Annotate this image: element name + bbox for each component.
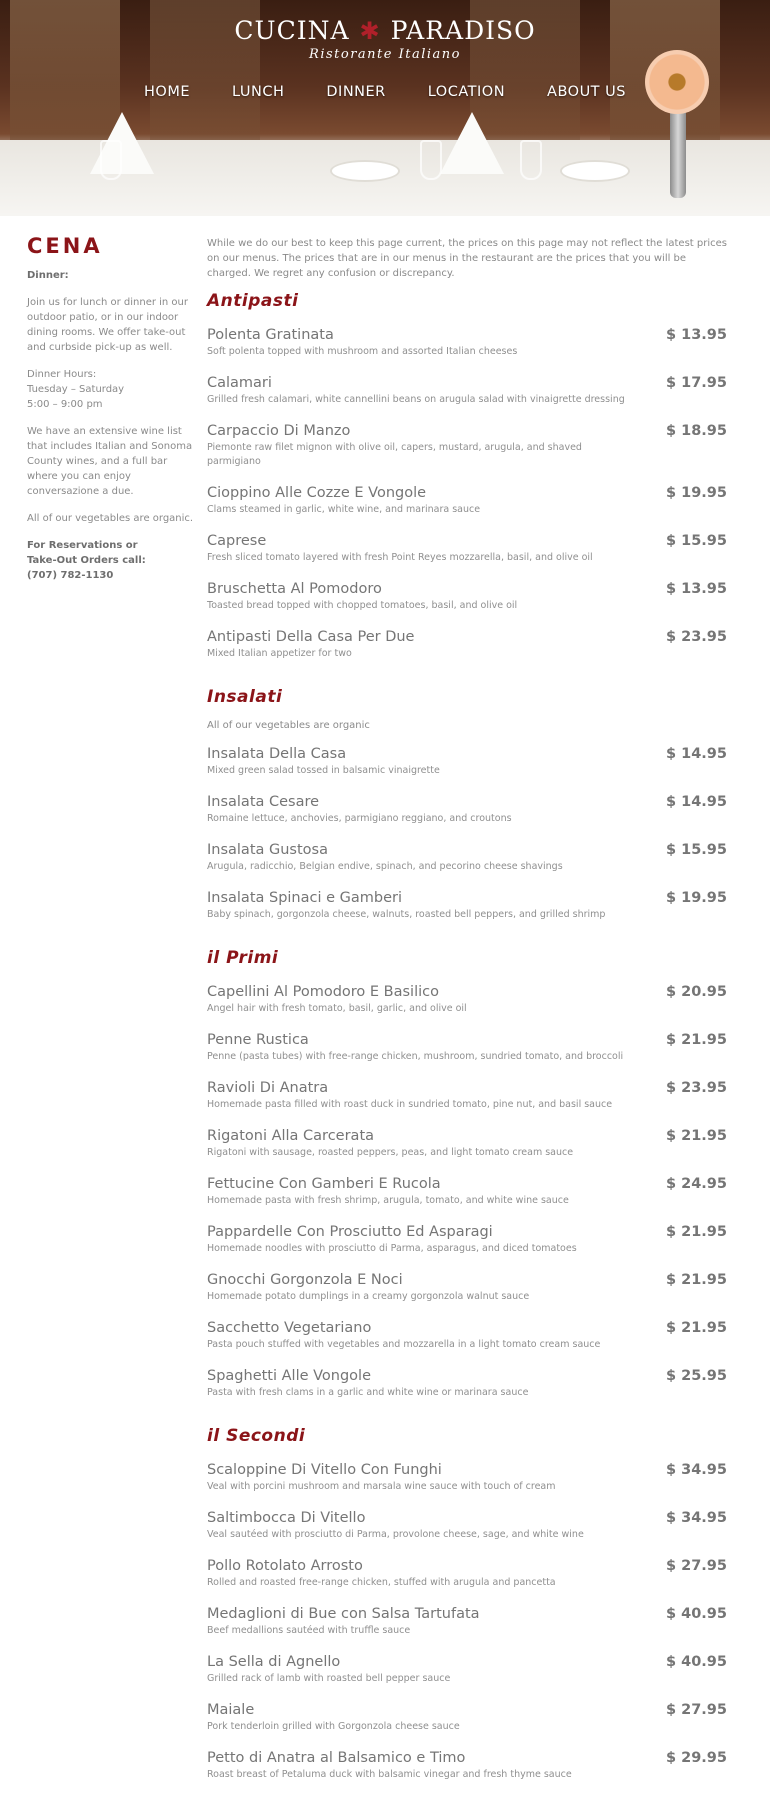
menu-item-name: Ravioli Di Anatra xyxy=(207,1080,329,1096)
nav-dinner[interactable]: DINNER xyxy=(326,84,386,100)
menu-item xyxy=(207,1031,727,1064)
section-title: Antipasti xyxy=(207,291,299,311)
logo-star-icon: ✱ xyxy=(359,16,381,45)
menu-item xyxy=(207,841,727,874)
nav-about-us[interactable]: ABOUT US xyxy=(547,84,626,100)
menu-item xyxy=(207,1127,727,1160)
menu-section xyxy=(207,291,727,661)
menu-item-name: Carpaccio Di Manzo xyxy=(207,423,351,439)
hero-vase xyxy=(670,108,686,198)
menu-item-description: Homemade potato dumplings in a creamy gorgonzola walnut sauce xyxy=(207,1291,530,1302)
hours-time: 5:00 – 9:00 pm xyxy=(27,399,103,410)
menu-item-price: $ 21.95 xyxy=(665,1032,727,1048)
menu-item-text xyxy=(207,1079,627,1112)
hero-glass xyxy=(100,140,122,180)
menu-item-text xyxy=(207,1175,627,1208)
menu-item-description: Rigatoni with sausage, roasted peppers, peas, and light tomato cream sauce xyxy=(207,1147,574,1158)
hero-header xyxy=(0,0,770,216)
menu-item xyxy=(207,326,727,359)
menu-item xyxy=(207,1175,727,1208)
menu-item-text xyxy=(207,1223,627,1256)
menu-item xyxy=(207,532,727,565)
menu-item-description: Baby spinach, gorgonzola cheese, walnuts, roasted bell peppers, and grilled shrimp xyxy=(207,909,606,920)
menu-item-name: Insalata Gustosa xyxy=(207,842,328,858)
logo-name-right: PARADISO xyxy=(390,16,536,45)
menu-item xyxy=(207,793,727,826)
menu-item-text xyxy=(207,484,627,517)
menu-item-description: Grilled rack of lamb with roasted bell pepper sauce xyxy=(207,1673,451,1684)
menu-item xyxy=(207,484,727,517)
menu-item-text xyxy=(207,745,627,778)
site-logo[interactable] xyxy=(0,16,770,62)
menu-item xyxy=(207,745,727,778)
section-title: il Secondi xyxy=(207,1426,306,1446)
menu-item xyxy=(207,1271,727,1304)
section-title: Insalati xyxy=(207,687,283,707)
menu-item-text xyxy=(207,889,627,922)
section-title: il Primi xyxy=(207,948,279,968)
menu-item-text xyxy=(207,1271,627,1304)
main-nav xyxy=(0,84,770,100)
menu-section xyxy=(207,687,727,922)
sidebar xyxy=(0,236,207,1808)
menu-item-name: Scaloppine Di Vitello Con Funghi xyxy=(207,1462,442,1478)
hero-plate xyxy=(560,160,630,182)
menu-item-name: Pollo Rotolato Arrosto xyxy=(207,1558,363,1574)
menu-item-description: Mixed green salad tossed in balsamic vinaigrette xyxy=(207,765,440,776)
menu-item-text xyxy=(207,1509,627,1542)
reservations-line1: For Reservations or xyxy=(27,540,138,551)
menu-item-description: Toasted bread topped with chopped tomatoes, basil, and olive oil xyxy=(207,600,518,611)
menu-item xyxy=(207,580,727,613)
menu-item-name: Pappardelle Con Prosciutto Ed Asparagi xyxy=(207,1224,493,1240)
menu-item-price: $ 20.95 xyxy=(665,984,727,1000)
menu-item-description: Homemade noodles with prosciutto di Parma, asparagus, and diced tomatoes xyxy=(207,1243,577,1254)
menu-item-name: Rigatoni Alla Carcerata xyxy=(207,1128,375,1144)
page-content xyxy=(0,216,770,1808)
menu-item-description: Fresh sliced tomato layered with fresh Point Reyes mozzarella, basil, and olive oil xyxy=(207,552,593,563)
logo-name-left: CUCINA xyxy=(234,16,350,45)
menu-item-text xyxy=(207,983,627,1016)
menu-item xyxy=(207,1319,727,1352)
menu-item-text xyxy=(207,374,627,407)
menu-item-text xyxy=(207,580,627,613)
logo-subtitle: Ristorante Italiano xyxy=(309,47,461,62)
menu-item-price: $ 21.95 xyxy=(665,1320,727,1336)
menu-item-text xyxy=(207,1031,627,1064)
menu-item xyxy=(207,1509,727,1542)
menu-item xyxy=(207,1461,727,1494)
menu-item-name: Petto di Anatra al Balsamico e Timo xyxy=(207,1750,466,1766)
menu-item-name: Calamari xyxy=(207,375,272,391)
menu-item xyxy=(207,1653,727,1686)
menu-item-text xyxy=(207,1653,627,1686)
wine-info: We have an extensive wine list that includes Italian and Sonoma County wines, and a full bar where you can enjoy conversazione a due. xyxy=(27,426,193,497)
menu-item-description: Grilled fresh calamari, white cannellini beans on arugula salad with vinaigrette dressing xyxy=(207,394,625,405)
menu-item xyxy=(207,1749,727,1782)
menu-item-name: Spaghetti Alle Vongole xyxy=(207,1368,372,1384)
menu-item-price: $ 21.95 xyxy=(665,1128,727,1144)
menu-item-name: Insalata Della Casa xyxy=(207,746,347,762)
menu-item-text xyxy=(207,1319,627,1352)
hero-napkin xyxy=(440,112,504,174)
menu-item xyxy=(207,1223,727,1256)
menu-item-name: Gnocchi Gorgonzola E Noci xyxy=(207,1272,403,1288)
menu-item-name: Antipasti Della Casa Per Due xyxy=(207,629,415,645)
menu-item-price: $ 25.95 xyxy=(665,1368,727,1384)
menu-item-name: Medaglioni di Bue con Salsa Tartufata xyxy=(207,1606,480,1622)
menu-item-text xyxy=(207,793,627,826)
logo-wordmark xyxy=(234,16,535,45)
menu-item-name: Sacchetto Vegetariano xyxy=(207,1320,372,1336)
menu-section xyxy=(207,948,727,1400)
menu-main xyxy=(207,236,727,1808)
menu-item-name: Cioppino Alle Cozze E Vongole xyxy=(207,485,427,501)
dinner-intro: Join us for lunch or dinner in our outdoor patio, or in our indoor dining rooms. We offer take-out and curbside pick-up as well. xyxy=(27,297,189,353)
menu-item-name: Insalata Spinaci e Gamberi xyxy=(207,890,403,906)
menu-item xyxy=(207,628,727,661)
menu-item-description: Pork tenderloin grilled with Gorgonzola cheese sauce xyxy=(207,1721,460,1732)
menu-item xyxy=(207,1367,727,1400)
menu-item-text xyxy=(207,422,627,469)
menu-item-price: $ 15.95 xyxy=(665,842,727,858)
menu-item-price: $ 13.95 xyxy=(665,581,727,597)
menu-item-price: $ 13.95 xyxy=(665,327,727,343)
menu-item-description: Clams steamed in garlic, white wine, and marinara sauce xyxy=(207,504,481,515)
section-note: All of our vegetables are organic xyxy=(207,720,370,731)
menu-item-price: $ 21.95 xyxy=(665,1224,727,1240)
menu-item xyxy=(207,374,727,407)
nav-location[interactable]: LOCATION xyxy=(427,84,506,100)
menu-item xyxy=(207,1605,727,1638)
menu-item-price: $ 40.95 xyxy=(665,1654,727,1670)
menu-item-description: Arugula, radicchio, Belgian endive, spinach, and pecorino cheese shavings xyxy=(207,861,563,872)
menu-item-description: Beef medallions sautéed with truffle sauce xyxy=(207,1625,411,1636)
menu-item-name: Caprese xyxy=(207,533,267,549)
menu-item xyxy=(207,1701,727,1734)
menu-item-name: Insalata Cesare xyxy=(207,794,320,810)
menu-item-description: Pasta with fresh clams in a garlic and white wine or marinara sauce xyxy=(207,1387,529,1398)
menu-item-price: $ 19.95 xyxy=(665,890,727,906)
menu-item-price: $ 19.95 xyxy=(665,485,727,501)
menu-item-description: Piemonte raw filet mignon with olive oil, capers, mustard, arugula, and shaved parmigiano xyxy=(207,442,582,467)
menu-item-description: Homemade pasta filled with roast duck in sundried tomato, pine nut, and basil sauce xyxy=(207,1099,613,1110)
menu-item-price: $ 23.95 xyxy=(665,629,727,645)
menu-item-description: Roast breast of Petaluma duck with balsamic vinegar and fresh thyme sauce xyxy=(207,1769,572,1780)
price-notice: While we do our best to keep this page current, the prices on this page may not reflect the latest prices on our menus. The prices that are in our menus in the restaurant are the prices that you will be charged. We regret any confusion or discrepancy. xyxy=(207,238,727,279)
menu-item xyxy=(207,1079,727,1112)
menu-item-price: $ 34.95 xyxy=(665,1510,727,1526)
menu-item-text xyxy=(207,1701,627,1734)
nav-lunch[interactable]: LUNCH xyxy=(232,84,285,100)
menu-item-text xyxy=(207,1605,627,1638)
menu-item-description: Pasta pouch stuffed with vegetables and mozzarella in a light tomato cream sauce xyxy=(207,1339,601,1350)
menu-sections xyxy=(207,291,727,1782)
menu-item-name: Fettucine Con Gamberi E Rucola xyxy=(207,1176,441,1192)
menu-item-price: $ 27.95 xyxy=(665,1702,727,1718)
nav-home[interactable]: HOME xyxy=(144,84,191,100)
menu-item-text xyxy=(207,1461,627,1494)
menu-item-name: Saltimbocca Di Vitello xyxy=(207,1510,366,1526)
menu-item-text xyxy=(207,1557,627,1590)
dinner-hours xyxy=(27,367,197,412)
menu-item-description: Veal sautéed with prosciutto di Parma, provolone cheese, sage, and white wine xyxy=(207,1529,584,1540)
vegetables-info: All of our vegetables are organic. xyxy=(27,513,194,524)
menu-item-price: $ 34.95 xyxy=(665,1462,727,1478)
hero-plate xyxy=(330,160,400,182)
menu-item xyxy=(207,889,727,922)
hero-glass xyxy=(520,140,542,180)
page-title: CENA xyxy=(27,234,103,258)
menu-item-name: Maiale xyxy=(207,1702,255,1718)
menu-item-price: $ 29.95 xyxy=(665,1750,727,1766)
menu-item-description: Angel hair with fresh tomato, basil, garlic, and olive oil xyxy=(207,1003,467,1014)
menu-item-text xyxy=(207,841,627,874)
reservations-info xyxy=(27,538,197,583)
menu-item-price: $ 15.95 xyxy=(665,533,727,549)
dinner-label: Dinner: xyxy=(27,270,69,281)
reservations-line2: Take-Out Orders call: xyxy=(27,555,146,566)
menu-item-price: $ 18.95 xyxy=(665,423,727,439)
menu-item-price: $ 24.95 xyxy=(665,1176,727,1192)
menu-item-description: Soft polenta topped with mushroom and assorted Italian cheeses xyxy=(207,346,518,357)
reservations-phone[interactable]: (707) 782-1130 xyxy=(27,570,114,581)
menu-item-text xyxy=(207,326,627,359)
menu-item-name: La Sella di Agnello xyxy=(207,1654,341,1670)
menu-item-text xyxy=(207,1127,627,1160)
menu-item-price: $ 14.95 xyxy=(665,794,727,810)
menu-item xyxy=(207,422,727,469)
menu-section xyxy=(207,1426,727,1782)
menu-item xyxy=(207,1557,727,1590)
hours-days: Tuesday – Saturday xyxy=(27,384,125,395)
menu-item-description: Rolled and roasted free-range chicken, stuffed with arugula and pancetta xyxy=(207,1577,556,1588)
menu-item-description: Mixed Italian appetizer for two xyxy=(207,648,352,659)
menu-item-name: Bruschetta Al Pomodoro xyxy=(207,581,382,597)
hours-label: Dinner Hours: xyxy=(27,369,97,380)
menu-item-text xyxy=(207,1749,627,1782)
menu-item-price: $ 40.95 xyxy=(665,1606,727,1622)
menu-item-description: Romaine lettuce, anchovies, parmigiano reggiano, and croutons xyxy=(207,813,512,824)
menu-item-name: Capellini Al Pomodoro E Basilico xyxy=(207,984,439,1000)
menu-item-price: $ 17.95 xyxy=(665,375,727,391)
menu-item-text xyxy=(207,532,627,565)
hero-glass xyxy=(420,140,442,180)
menu-item-price: $ 27.95 xyxy=(665,1558,727,1574)
menu-item xyxy=(207,983,727,1016)
menu-item-name: Penne Rustica xyxy=(207,1032,309,1048)
menu-item-price: $ 14.95 xyxy=(665,746,727,762)
menu-item-name: Polenta Gratinata xyxy=(207,327,334,343)
menu-item-text xyxy=(207,1367,627,1400)
menu-item-price: $ 21.95 xyxy=(665,1272,727,1288)
menu-item-description: Penne (pasta tubes) with free-range chicken, mushroom, sundried tomato, and broccoli xyxy=(207,1051,624,1062)
menu-item-price: $ 23.95 xyxy=(665,1080,727,1096)
menu-item-text xyxy=(207,628,627,661)
menu-item-description: Veal with porcini mushroom and marsala wine sauce with touch of cream xyxy=(207,1481,556,1492)
menu-item-description: Homemade pasta with fresh shrimp, arugula, tomato, and white wine sauce xyxy=(207,1195,569,1206)
